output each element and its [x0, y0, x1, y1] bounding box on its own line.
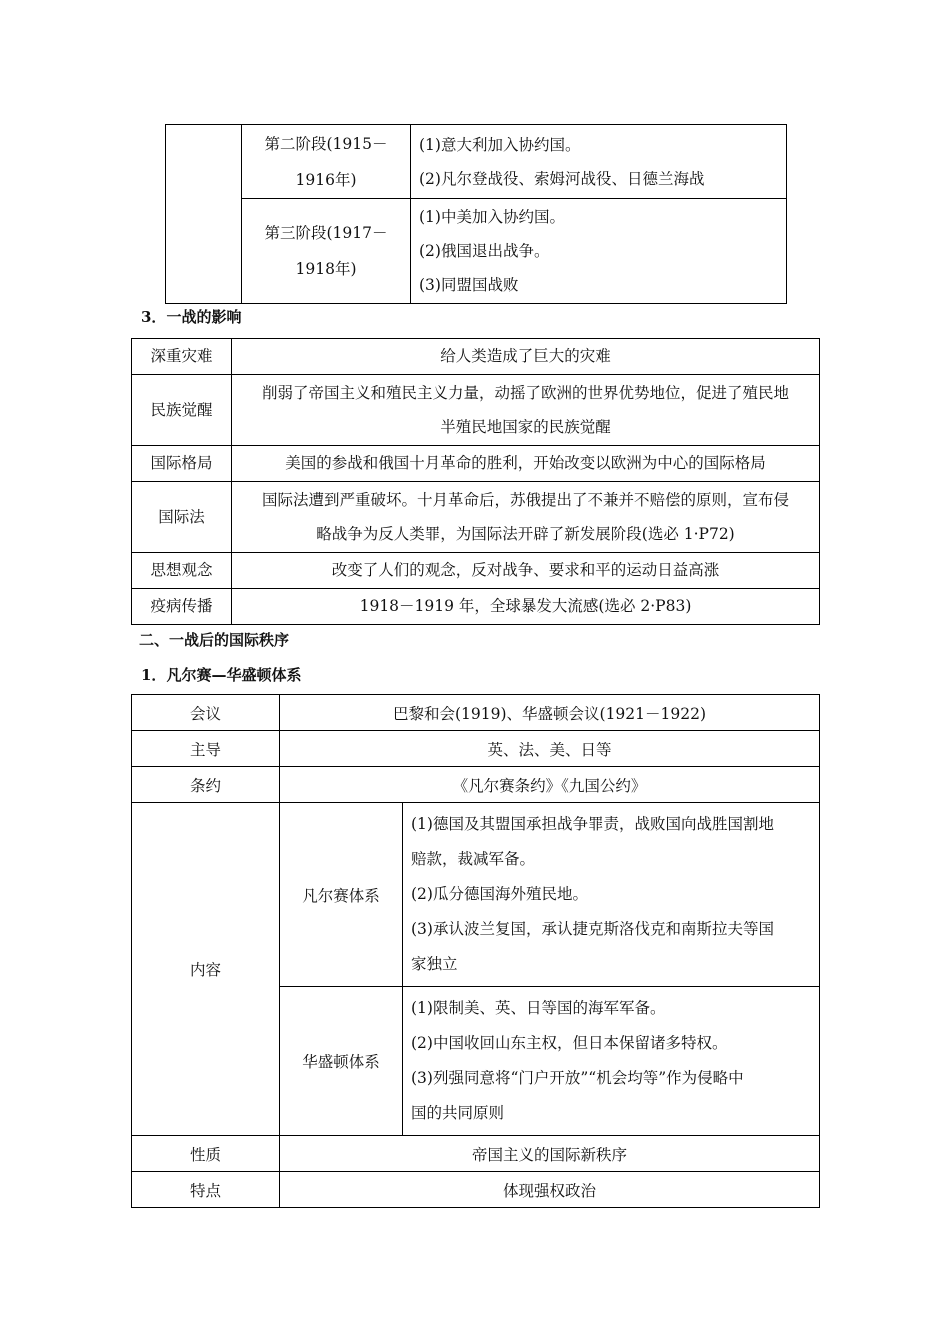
stage-items-cell	[411, 199, 787, 304]
table-row	[132, 482, 820, 553]
value-line: 国际法遭到严重破坏。十月革命后，苏俄提出了不兼并不赔偿的原则，宣布侵	[261, 491, 789, 509]
impact-label: 深重灾难	[132, 339, 232, 375]
heading-text: 凡尔赛—华盛顿体系	[166, 666, 302, 684]
stage-line: 第二阶段(1915－	[264, 134, 388, 153]
stage-cell	[242, 199, 411, 304]
stage-items-cell	[411, 125, 787, 199]
table-row	[166, 125, 787, 199]
list-item: 家独立	[411, 955, 458, 973]
list-item: 赔款，裁减军备。	[411, 850, 536, 868]
impact-value: 美国的参战和俄国十月革命的胜利，开始改变以欧洲为中心的国际格局	[232, 446, 820, 482]
list-item: (1)意大利加入协约国。	[419, 135, 581, 154]
impact-value: 给人类造成了巨大的灾难	[232, 339, 820, 375]
versailles-items	[403, 803, 820, 987]
list-item: (3)承认波兰复国，承认捷克斯洛伐克和南斯拉夫等国	[411, 920, 774, 938]
value-line: 略战争为反人类罪，为国际法开辟了新发展阶段(选必 1·P72)	[316, 525, 735, 543]
heading-text: 一战的影响	[166, 308, 242, 326]
treaties-label: 条约	[132, 767, 280, 803]
table-row	[132, 375, 820, 446]
leaders-value: 英、法、美、日等	[280, 731, 820, 767]
meeting-label: 会议	[132, 695, 280, 731]
empty-category-cell	[166, 125, 242, 304]
value-line: 削弱了帝国主义和殖民主义力量，动摇了欧洲的世界优势地位，促进了殖民地	[261, 384, 789, 402]
table-row	[132, 803, 820, 987]
stage-line: 第三阶段(1917－	[264, 224, 388, 242]
impact-value: 改变了人们的观念，反对战争、要求和平的运动日益高涨	[232, 553, 820, 589]
list-item: (1)限制美、英、日等国的海军军备。	[411, 999, 666, 1017]
list-item: (3)列强同意将“门户开放”“机会均等”作为侵略中	[411, 1069, 744, 1087]
impact-heading	[141, 306, 241, 327]
list-item: (1)中美加入协约国。	[419, 208, 565, 226]
impact-label: 思想观念	[132, 553, 232, 589]
system-heading	[141, 664, 301, 685]
impact-value	[232, 375, 820, 446]
table-row	[132, 553, 820, 589]
table-row	[132, 446, 820, 482]
list-item: (2)中国收回山东主权，但日本保留诸多特权。	[411, 1034, 728, 1052]
impact-table	[131, 338, 820, 625]
table-row	[132, 589, 820, 625]
table-row	[166, 199, 787, 304]
table-row	[132, 731, 820, 767]
table-row	[132, 1172, 820, 1208]
impact-label: 疫病传播	[132, 589, 232, 625]
war-stages-table	[165, 124, 787, 304]
treaties-value: 《凡尔赛条约》《九国公约》	[280, 767, 820, 803]
impact-value	[232, 482, 820, 553]
meeting-value: 巴黎和会(1919)、华盛顿会议(1921－1922)	[280, 695, 820, 731]
system-table	[131, 694, 820, 1208]
heading-number: 1．	[141, 666, 167, 684]
list-item: (2)瓜分德国海外殖民地。	[411, 885, 588, 903]
content-label: 内容	[132, 803, 280, 1136]
list-item: 国的共同原则	[411, 1104, 505, 1122]
stage-line: 1918年)	[295, 260, 357, 278]
section-heading: 二、一战后的国际秩序	[139, 631, 290, 649]
list-item: (2)凡尔登战役、索姆河战役、日德兰海战	[419, 169, 705, 188]
table-row	[132, 695, 820, 731]
stage-line: 1916年)	[295, 170, 357, 189]
nature-label: 性质	[132, 1136, 280, 1172]
washington-label: 华盛顿体系	[280, 987, 403, 1136]
feature-value: 体现强权政治	[280, 1172, 820, 1208]
impact-label: 民族觉醒	[132, 375, 232, 446]
list-item: (3)同盟国战败	[419, 276, 519, 294]
table-row	[132, 339, 820, 375]
versailles-label: 凡尔赛体系	[280, 803, 403, 987]
heading-number: 3．	[141, 308, 167, 326]
feature-label: 特点	[132, 1172, 280, 1208]
list-item: (2)俄国退出战争。	[419, 242, 550, 260]
stage-cell	[242, 125, 411, 199]
impact-label: 国际法	[132, 482, 232, 553]
leaders-label: 主导	[132, 731, 280, 767]
washington-items	[403, 987, 820, 1136]
table-row	[132, 767, 820, 803]
list-item: (1)德国及其盟国承担战争罪责，战败国向战胜国割地	[411, 815, 774, 833]
table-row	[132, 1136, 820, 1172]
impact-label: 国际格局	[132, 446, 232, 482]
value-line: 半殖民地国家的民族觉醒	[440, 418, 611, 436]
nature-value: 帝国主义的国际新秩序	[280, 1136, 820, 1172]
impact-value: 1918－1919 年，全球暴发大流感(选必 2·P83)	[232, 589, 820, 625]
